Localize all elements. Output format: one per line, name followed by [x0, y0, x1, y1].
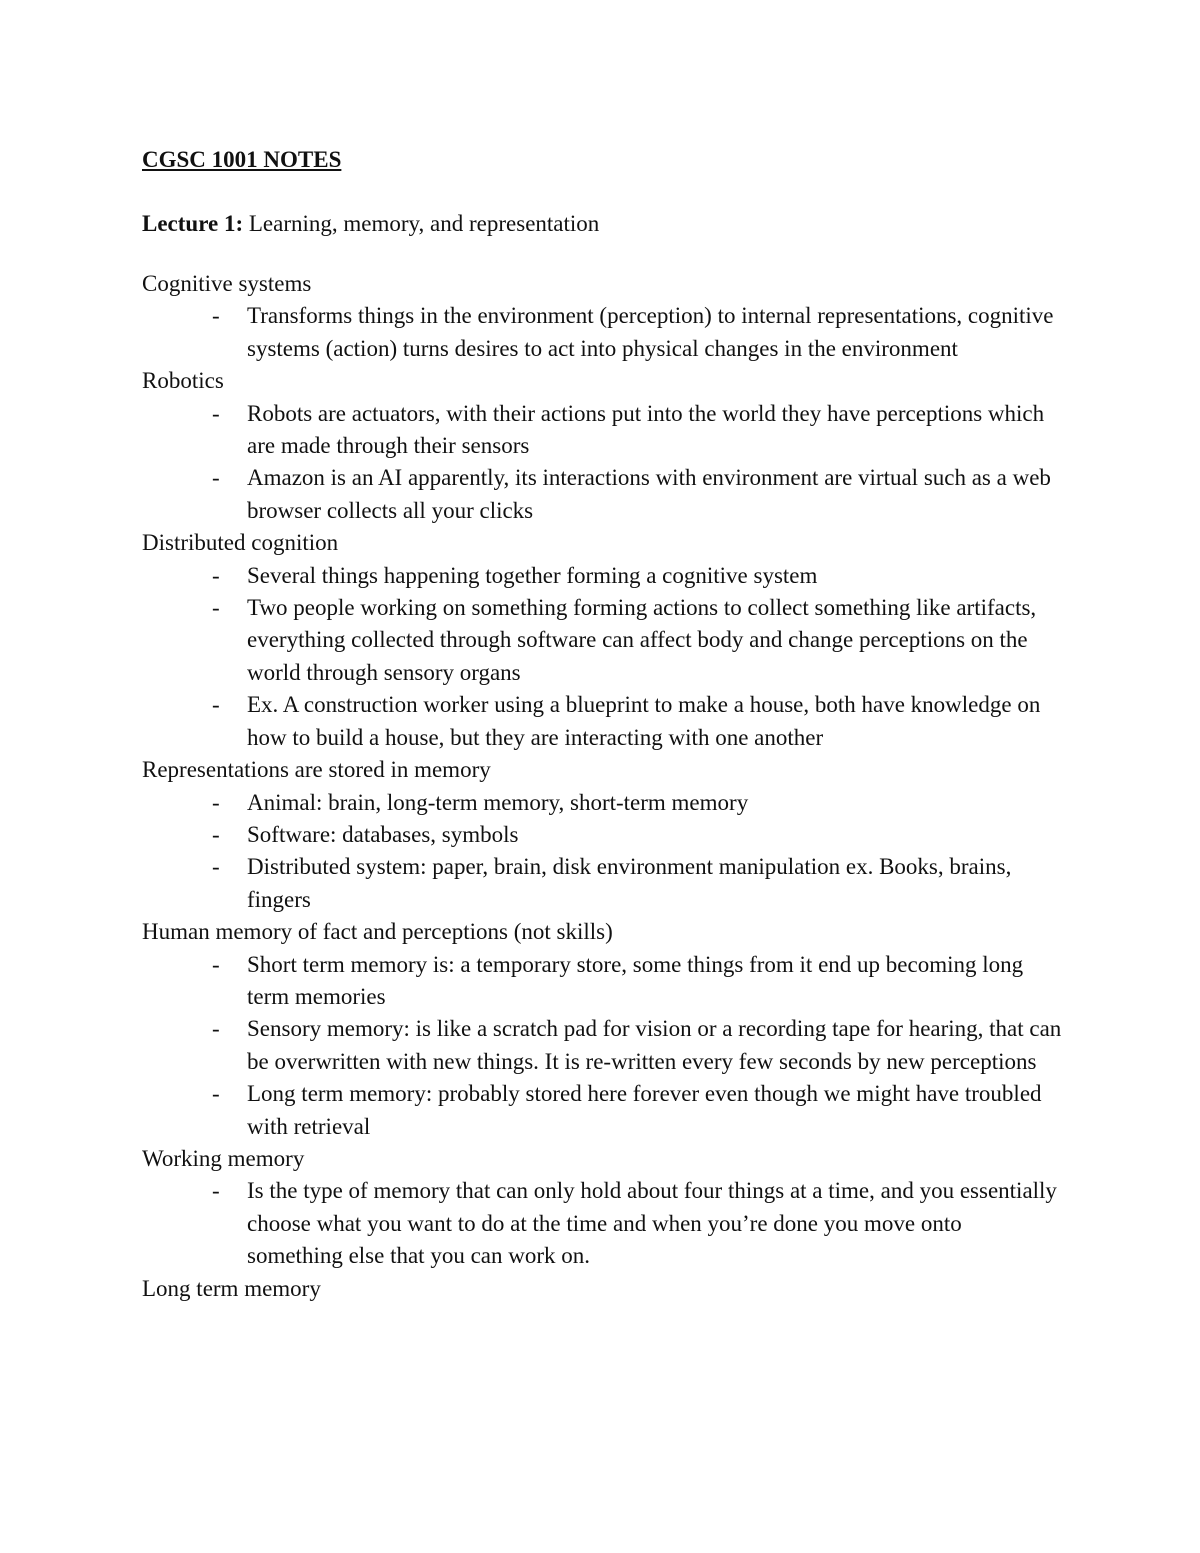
list-item [142, 689, 1062, 754]
list-item [142, 462, 1062, 527]
bullet-text: Amazon is an AI apparently, its interactions with environment are virtual such as a web browser collects all your clicks [247, 465, 1051, 523]
lecture-heading [142, 206, 1062, 242]
dash-bullet-icon: - [212, 854, 220, 880]
bullet-text: Sensory memory: is like a scratch pad for vision or a recording tape for hearing, that can be overwritten with new things. It is re-written every few seconds by new perceptions [247, 1016, 1062, 1074]
bullet-text: Several things happening together forming a cognitive system [247, 562, 818, 588]
dash-bullet-icon: - [212, 1016, 220, 1042]
bullet-text: Robots are actuators, with their actions put into the world they have perceptions which are made through their sensors [247, 400, 1045, 459]
bullet-text: Long term memory: probably stored here forever even though we might have troubled with retrieval [247, 1081, 1042, 1139]
dash-bullet-icon: - [212, 562, 220, 588]
bullet-list [142, 398, 1062, 528]
section-heading: Robotics [142, 368, 224, 394]
bullet-text: Distributed system: paper, brain, disk environment manipulation ex. Books, brains, fingers [247, 854, 1012, 912]
bullet-text: Transforms things in the environment (perception) to internal representations, cognitive systems (action) turns desires to act into physical changes in the environment [247, 303, 1054, 361]
list-item [142, 1078, 1062, 1143]
bullet-list [142, 949, 1062, 1143]
dash-bullet-icon: - [212, 400, 220, 426]
dash-bullet-icon: - [212, 595, 220, 621]
list-item [142, 851, 1062, 916]
lecture-label: Lecture 1: [142, 211, 244, 236]
list-item [142, 398, 1062, 463]
dash-bullet-icon: - [212, 821, 220, 847]
bullet-text: Two people working on something forming actions to collect something like artifacts, everything collected through software can affect body and change perceptions on the world through sensory organs [247, 595, 1037, 685]
list-item [142, 560, 1062, 592]
bullet-text: Is the type of memory that can only hold about four things at a time, and you essentially choose what you want to do at the time and when you’re done you move onto something else that you can work on. [247, 1178, 1057, 1269]
bullet-list [142, 787, 1062, 917]
dash-bullet-icon: - [212, 692, 220, 718]
dash-bullet-icon: - [212, 789, 220, 815]
notes-section [142, 1143, 1062, 1273]
list-item [142, 819, 1062, 851]
lecture-topic: Learning, memory, and representation [243, 211, 600, 236]
notes-section [142, 365, 1062, 527]
notes-section [142, 268, 1062, 365]
notes-section [142, 1273, 1062, 1305]
bullet-text: Ex. A construction worker using a blueprint to make a house, both have knowledge on how to build a house, but they are interacting with one another [247, 692, 1041, 750]
section-heading: Representations are stored in memory [142, 757, 491, 783]
dash-bullet-icon: - [212, 465, 220, 491]
section-heading: Distributed cognition [142, 530, 339, 556]
bullet-list [142, 560, 1062, 754]
bullet-text: Short term memory is: a temporary store, some things from it end up becoming long term memories [247, 951, 1024, 1009]
bullet-list [142, 1175, 1062, 1272]
notes-section [142, 916, 1062, 1143]
section-heading: Working memory [142, 1145, 305, 1171]
list-item [142, 592, 1062, 689]
document-page [142, 142, 1062, 1305]
section-heading: Human memory of fact and perceptions (not skills) [142, 919, 613, 945]
list-item [142, 300, 1062, 365]
notes-section [142, 754, 1062, 916]
bullet-text: Software: databases, symbols [247, 821, 519, 847]
document-title: CGSC 1001 NOTES [142, 147, 342, 172]
bullet-list [142, 300, 1062, 365]
dash-bullet-icon: - [212, 1081, 220, 1107]
notes-section [142, 527, 1062, 754]
section-heading: Cognitive systems [142, 271, 312, 296]
section-heading: Long term memory [142, 1275, 321, 1301]
dash-bullet-icon: - [212, 1178, 220, 1204]
dash-bullet-icon: - [212, 303, 220, 329]
list-item [142, 1175, 1062, 1272]
notes-body [142, 268, 1062, 1305]
dash-bullet-icon: - [212, 951, 220, 977]
list-item [142, 787, 1062, 819]
list-item [142, 1013, 1062, 1078]
bullet-text: Animal: brain, long-term memory, short-term memory [247, 789, 749, 815]
list-item [142, 949, 1062, 1014]
